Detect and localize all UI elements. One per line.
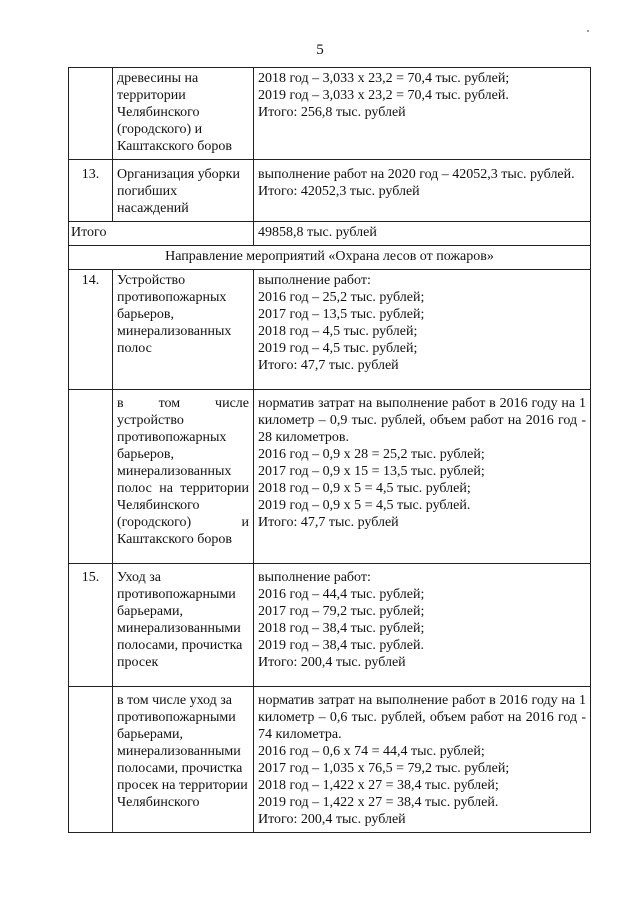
table-row-13 [69,160,591,222]
calculation-line: 2018 год – 0,9 х 5 = 4,5 тыс. рублей; [258,481,471,496]
calculation-cell [254,68,591,160]
calculation-line: 2018 год – 4,5 тыс. рублей; [258,324,418,339]
row-number-cell [69,687,113,833]
table-row-total [69,222,591,246]
table-row-section [69,246,591,270]
calculation-cell [254,160,591,222]
calculation-line: Итого: 200,4 тыс. рублей [258,655,406,670]
activity-name-cell: Устройство противопожарных барьеров, минерализованных полос [113,270,254,390]
row-number-cell: 13. [69,160,113,222]
calculation-line: 2018 год – 3,033 х 23,2 = 70,4 тыс. рублей; [258,71,510,86]
activity-name-cell [113,390,254,564]
name-line: в том числе [117,396,249,411]
row-number-cell: 14. [69,270,113,390]
calculation-line: 2019 год – 3,033 х 23,2 = 70,4 тыс. рублей. [258,88,509,103]
calculation-line: 2019 год – 38,4 тыс. рублей. [258,638,424,653]
calculation-line: Итого: 47,7 тыс. рублей [258,358,399,373]
calculation-line: 2018 год – 38,4 тыс. рублей; [258,621,425,636]
row-number-cell [69,68,113,160]
total-label-cell: Итого [69,222,254,246]
calculation-line: 2017 год – 79,2 тыс. рублей; [258,604,425,619]
activity-name-cell: в том числе уход за противопожарными барьерами, минерализованными полосами, прочистка просек на территории Челябинского [113,687,254,833]
calculation-line: 2017 год – 0,9 х 15 = 13,5 тыс. рублей; [258,464,485,479]
calculation-cell [254,390,591,564]
calculation-cell [254,270,591,390]
calculation-line: Итого: 42052,3 тыс. рублей [258,184,420,199]
table-row-14-subitem [69,390,591,564]
name-line: древесины на [117,71,199,86]
row-number-cell [69,390,113,564]
calculation-cell [254,687,591,833]
calculation-line: выполнение работ на 2020 год – 42052,3 тыс. рублей. [258,167,575,182]
total-value-cell: 49858,8 тыс. рублей [254,222,591,246]
activities-table [68,67,591,833]
calculation-line: 2016 год – 44,4 тыс. рублей; [258,587,425,602]
calculation-line: 2017 год – 13,5 тыс. рублей; [258,307,425,322]
section-heading: Направление мероприятий «Охрана лесов от пожаров» [69,246,591,270]
page-number: 5 [316,42,324,58]
calculation-line: 2019 год – 0,9 х 5 = 4,5 тыс. рублей. [258,498,471,513]
activity-name-cell: Уход за противопожарными барьерами, минерализованными полосами, прочистка просек [113,564,254,687]
calculation-line: 2017 год – 1,035 х 76,5 = 79,2 тыс. рублей; [258,761,510,776]
name-text: устройство противопожарных барьеров, минерализованных полос на территории Челябинского (городского) и Каштакского боров [117,413,249,547]
calculation-line: Итого: 47,7 тыс. рублей [258,515,399,530]
calculation-intro: норматив затрат на выполнение работ в 2016 году на 1 километр – 0,6 тыс. рублей, объем работ на 2016 год - 74 километра. [258,693,586,742]
name-line: территории [117,88,186,103]
name-line: Каштакского боров [117,139,233,154]
calculation-line: 2016 год – 0,9 х 28 = 25,2 тыс. рублей; [258,447,485,462]
table-row-continued [69,68,591,160]
table-row-14 [69,270,591,390]
row-number-cell: 15. [69,564,113,687]
table-row-15-subitem [69,687,591,833]
calculation-line: 2018 год – 1,422 х 27 = 38,4 тыс. рублей; [258,778,499,793]
calculation-line: 2016 год – 0,6 х 74 = 44,4 тыс. рублей; [258,744,485,759]
name-line: (городского) и [117,122,203,137]
activity-name-cell: Организация уборки погибших насаждений [113,160,254,222]
calculation-line: Итого: 200,4 тыс. рублей [258,812,406,827]
table-row-15 [69,564,591,687]
calculation-line: 2019 год – 4,5 тыс. рублей; [258,341,418,356]
calculation-line: 2019 год – 1,422 х 27 = 38,4 тыс. рублей. [258,795,499,810]
calculation-line: Итого: 256,8 тыс. рублей [258,105,406,120]
calculation-cell [254,564,591,687]
calculation-line: выполнение работ: [258,570,371,585]
name-line: Челябинского [117,105,200,120]
calculation-intro: норматив затрат на выполнение работ в 2016 году на 1 километр – 0,9 тыс. рублей, объем работ на 2016 год - 28 километров. [258,396,586,445]
calculation-line: 2016 год – 25,2 тыс. рублей; [258,290,425,305]
activity-name-cell [113,68,254,160]
calculation-line: выполнение работ: [258,273,371,288]
scan-speck [587,30,589,32]
